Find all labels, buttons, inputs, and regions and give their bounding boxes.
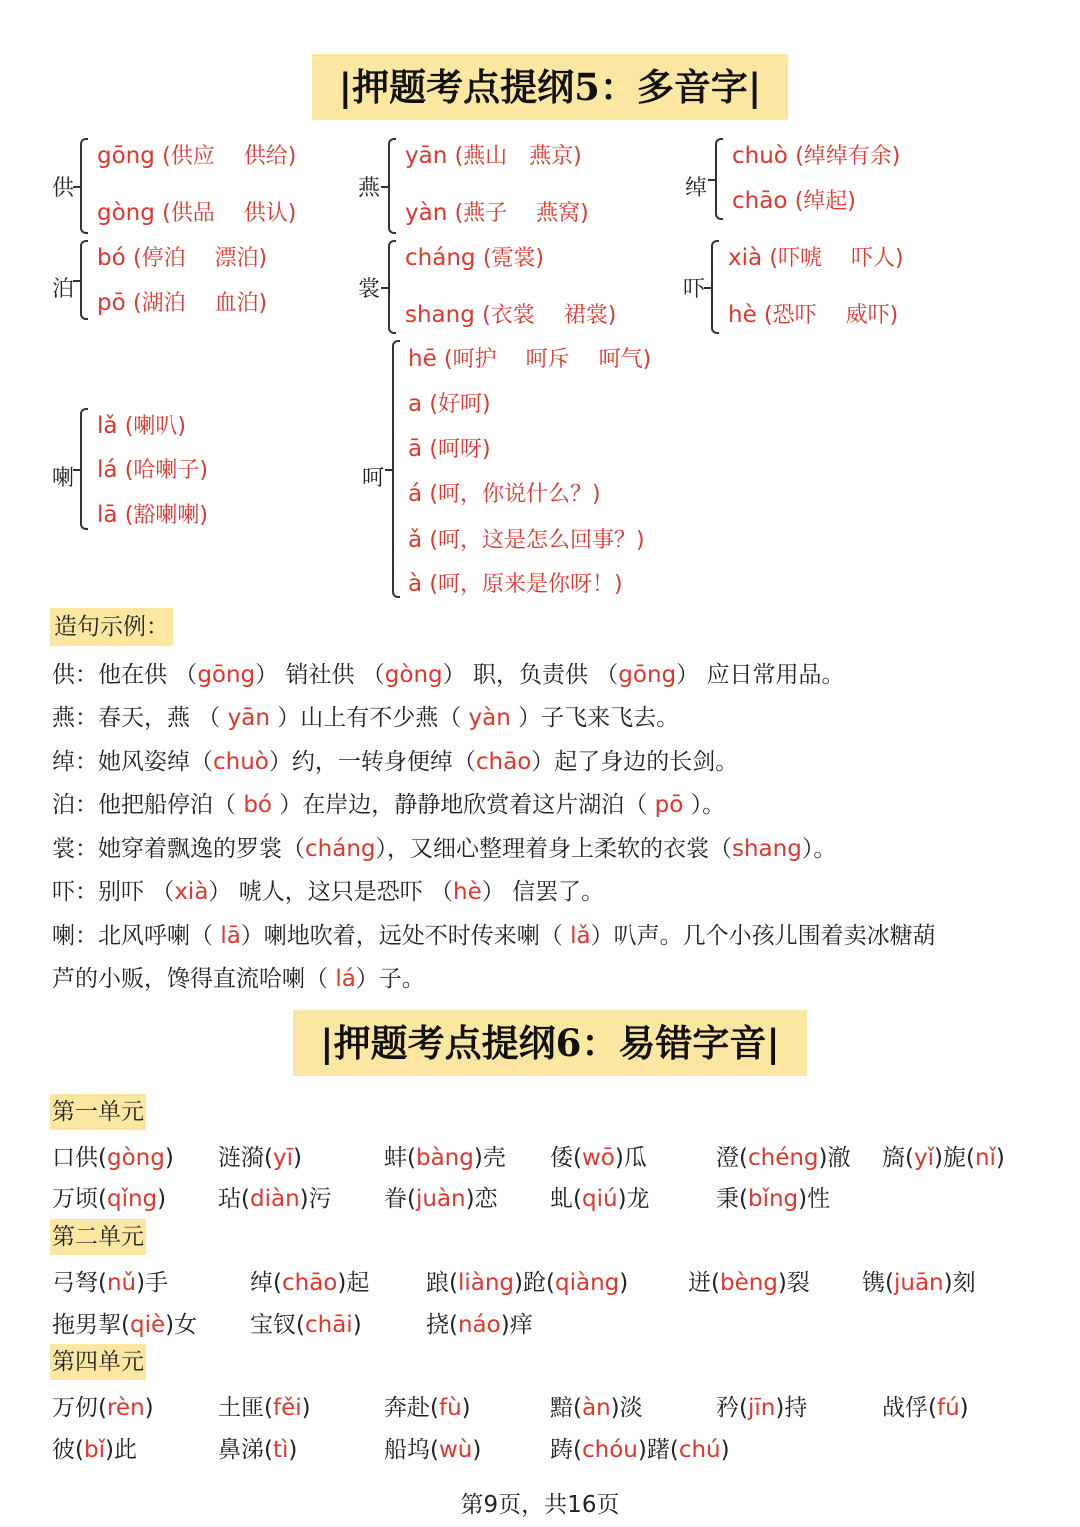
example-sentence bbox=[52, 699, 679, 732]
word-text: )淡 bbox=[610, 1395, 643, 1421]
pinyin: náo bbox=[457, 1312, 501, 1338]
pinyin-answer: xià bbox=[174, 879, 209, 905]
word-text: 奔赴( bbox=[384, 1395, 439, 1421]
polyphone-char: 呵 bbox=[362, 466, 385, 491]
reading-item bbox=[97, 241, 267, 272]
word-item bbox=[426, 1264, 628, 1297]
pinyin: qiàng bbox=[555, 1270, 620, 1296]
reading-item bbox=[405, 196, 589, 227]
polyphone-char: 绰 bbox=[685, 176, 708, 201]
pinyin: juàn bbox=[415, 1186, 466, 1212]
word-text: )旎( bbox=[934, 1145, 975, 1171]
polyphone-char: 裳 bbox=[358, 277, 381, 302]
pinyin: chāi bbox=[304, 1312, 353, 1338]
word-text: )手 bbox=[136, 1270, 169, 1296]
word-text: ) bbox=[293, 1145, 302, 1171]
sentence-text: ）约，一转身便绰（ bbox=[268, 749, 476, 775]
example-sentence bbox=[52, 960, 425, 993]
word-text: 澄( bbox=[716, 1145, 748, 1171]
pinyin: qiè bbox=[129, 1312, 166, 1338]
pinyin-answer: cháng bbox=[305, 836, 376, 862]
example-words: (燕山 燕京) bbox=[454, 144, 582, 169]
sentence-text: 燕：春天，燕 （ bbox=[52, 705, 228, 731]
word-text: 踉( bbox=[426, 1270, 458, 1296]
sentence-text: ）。 bbox=[683, 792, 726, 818]
pinyin-answer: yān bbox=[227, 705, 270, 731]
pinyin: rèn bbox=[106, 1395, 145, 1421]
word-text: )痒 bbox=[500, 1312, 533, 1338]
sentence-text: ）喇地吹着，远处不时传来喇（ bbox=[240, 923, 571, 949]
pinyin: shang bbox=[405, 302, 483, 328]
word-item bbox=[52, 1306, 197, 1339]
example-sentence bbox=[52, 873, 604, 906]
word-text: 迸( bbox=[688, 1270, 720, 1296]
word-item bbox=[218, 1431, 297, 1464]
word-text: )刻 bbox=[943, 1270, 976, 1296]
word-text: )起 bbox=[337, 1270, 370, 1296]
word-text: )瓜 bbox=[614, 1145, 647, 1171]
word-text: 鼻涕( bbox=[218, 1437, 273, 1463]
word-text: ) bbox=[288, 1437, 298, 1463]
pinyin: tì bbox=[272, 1437, 289, 1463]
reading-item bbox=[408, 387, 491, 418]
word-item bbox=[862, 1264, 976, 1297]
pinyin-answer: hè bbox=[453, 879, 482, 905]
word-text: 绰( bbox=[250, 1270, 282, 1296]
pinyin-answer: gòng bbox=[384, 662, 443, 688]
brace-icon bbox=[392, 340, 400, 598]
word-item bbox=[218, 1389, 311, 1422]
word-text: ) bbox=[157, 1186, 167, 1212]
sentence-text: ）子飞来飞去。 bbox=[510, 705, 680, 731]
example-words: (呵呀) bbox=[429, 437, 491, 462]
pinyin: chéng bbox=[747, 1145, 819, 1171]
word-text: 玷( bbox=[218, 1186, 250, 1212]
section5-title: |押题考点提纲5：多音字| bbox=[312, 54, 788, 120]
reading-item bbox=[405, 139, 582, 170]
word-item bbox=[250, 1264, 369, 1297]
pinyin: lá bbox=[97, 457, 125, 483]
pinyin: qǐng bbox=[106, 1186, 158, 1212]
reading-item bbox=[97, 286, 267, 317]
word-item bbox=[550, 1139, 647, 1172]
example-sentence bbox=[52, 830, 836, 863]
example-words: (供品 供认) bbox=[162, 201, 297, 226]
word-item bbox=[688, 1264, 810, 1297]
word-text: ) bbox=[472, 1437, 482, 1463]
pinyin: bèng bbox=[719, 1270, 778, 1296]
word-text: )污 bbox=[299, 1186, 332, 1212]
word-text: 土匪( bbox=[218, 1395, 273, 1421]
word-text: 挠( bbox=[426, 1312, 458, 1338]
polyphone-char: 喇 bbox=[52, 466, 75, 491]
sentence-text: ）叭声。几个小孩儿围着卖冰糖葫 bbox=[590, 923, 936, 949]
sentence-text: ）子。 bbox=[355, 966, 425, 992]
reading-item bbox=[408, 342, 651, 373]
word-text: 矜( bbox=[716, 1395, 748, 1421]
example-sentence bbox=[52, 786, 725, 819]
page-footer: 第9页，共16页 bbox=[460, 1492, 620, 1518]
word-text: ) bbox=[995, 1145, 1005, 1171]
word-text: 拖男挈( bbox=[52, 1312, 130, 1338]
pinyin: bǐ bbox=[83, 1437, 105, 1463]
pinyin: fěi bbox=[272, 1395, 302, 1421]
sentence-text: ） 销社供 （ bbox=[255, 662, 385, 688]
pinyin-answer: chuò bbox=[213, 749, 269, 775]
example-words: (停泊 漂泊) bbox=[132, 246, 268, 271]
word-text: 虬( bbox=[550, 1186, 582, 1212]
pinyin: bó bbox=[97, 245, 133, 271]
reading-item bbox=[97, 409, 186, 440]
example-words: (吓唬 吓人) bbox=[769, 246, 904, 271]
polyphone-char: 燕 bbox=[358, 176, 381, 201]
pinyin: juān bbox=[893, 1270, 944, 1296]
pinyin: á bbox=[408, 481, 430, 507]
reading-item bbox=[732, 139, 900, 170]
pinyin-answer: gōng bbox=[618, 662, 677, 688]
pinyin: yàn bbox=[405, 200, 455, 226]
word-text: )此 bbox=[104, 1437, 137, 1463]
pinyin: qiú bbox=[581, 1186, 618, 1212]
pinyin: wù bbox=[438, 1437, 473, 1463]
pinyin-answer: shang bbox=[732, 836, 802, 862]
word-text: ) bbox=[959, 1395, 969, 1421]
word-item bbox=[52, 1139, 174, 1172]
brace-icon bbox=[388, 240, 396, 334]
word-text: 万仞( bbox=[52, 1395, 107, 1421]
pinyin: liàng bbox=[457, 1270, 515, 1296]
brace-icon bbox=[80, 240, 88, 320]
word-item bbox=[52, 1180, 166, 1213]
pinyin: fú bbox=[936, 1395, 960, 1421]
brace-icon bbox=[715, 138, 723, 220]
sentence-text: ） 应日常用品。 bbox=[676, 662, 845, 688]
pinyin-answer: lā bbox=[220, 923, 241, 949]
sentence-text: 供：他在供 （ bbox=[52, 662, 198, 688]
pinyin-answer: pō bbox=[654, 792, 684, 818]
example-words: (恐吓 威吓) bbox=[764, 303, 899, 328]
pinyin: yǐ bbox=[913, 1145, 934, 1171]
word-item bbox=[52, 1431, 137, 1464]
word-text: 旖( bbox=[882, 1145, 914, 1171]
word-item bbox=[882, 1389, 969, 1422]
pinyin: chāo bbox=[281, 1270, 338, 1296]
pinyin: bàng bbox=[415, 1145, 474, 1171]
pinyin: wō bbox=[581, 1145, 615, 1171]
example-words: (喇叭) bbox=[124, 414, 186, 439]
word-text: 战俘( bbox=[882, 1395, 937, 1421]
word-text: 弓弩( bbox=[52, 1270, 107, 1296]
word-item bbox=[384, 1139, 506, 1172]
unit-heading: 第一单元 bbox=[50, 1094, 146, 1130]
pinyin-answer: lá bbox=[335, 966, 356, 992]
example-words: (豁喇喇) bbox=[124, 503, 208, 528]
reading-item bbox=[732, 184, 856, 215]
word-text: )持 bbox=[775, 1395, 808, 1421]
example-sentence bbox=[52, 656, 844, 689]
reading-item bbox=[97, 139, 296, 170]
word-item bbox=[52, 1389, 154, 1422]
brace-icon bbox=[80, 138, 88, 234]
word-item bbox=[384, 1389, 471, 1422]
example-words: (呵，这是怎么回事？) bbox=[429, 528, 645, 553]
sentence-text: 泊：他把船停泊（ bbox=[52, 792, 244, 818]
word-text: 万顷( bbox=[52, 1186, 107, 1212]
pinyin: gòng bbox=[106, 1145, 165, 1171]
pinyin: àn bbox=[581, 1395, 611, 1421]
word-text: ) bbox=[301, 1395, 311, 1421]
sentence-text: ）起了身边的长剑。 bbox=[531, 749, 739, 775]
pinyin-answer: gōng bbox=[197, 662, 256, 688]
unit-heading: 第二单元 bbox=[50, 1219, 146, 1255]
word-text: 黯( bbox=[550, 1395, 582, 1421]
example-words: (哈喇子) bbox=[124, 458, 208, 483]
word-text: 倭( bbox=[550, 1145, 582, 1171]
unit-heading: 第四单元 bbox=[50, 1344, 146, 1380]
word-item bbox=[250, 1306, 362, 1339]
example-words: (湖泊 血泊) bbox=[132, 291, 268, 316]
word-text: 船坞( bbox=[384, 1437, 439, 1463]
word-item bbox=[550, 1180, 650, 1213]
pinyin: yān bbox=[405, 143, 455, 169]
reading-item bbox=[408, 432, 491, 463]
pinyin-answer: lǎ bbox=[570, 923, 591, 949]
pinyin: pō bbox=[97, 290, 133, 316]
brace-icon bbox=[711, 240, 719, 334]
example-words: (供应 供给) bbox=[162, 144, 297, 169]
word-text: )跄( bbox=[514, 1270, 555, 1296]
word-item bbox=[52, 1264, 168, 1297]
sentence-text: ） 信罢了。 bbox=[481, 879, 605, 905]
word-text: ) bbox=[720, 1437, 730, 1463]
pinyin: nǐ bbox=[974, 1145, 996, 1171]
pinyin: bǐng bbox=[747, 1186, 799, 1212]
pinyin: chāo bbox=[732, 188, 795, 214]
pinyin: nǔ bbox=[106, 1270, 137, 1296]
word-text: 秉( bbox=[716, 1186, 748, 1212]
word-text: )恋 bbox=[465, 1186, 498, 1212]
word-item bbox=[550, 1389, 643, 1422]
pinyin: ā bbox=[408, 436, 430, 462]
pinyin: chú bbox=[678, 1437, 721, 1463]
pinyin: jīn bbox=[747, 1395, 776, 1421]
example-words: (衣裳 裙裳) bbox=[482, 303, 617, 328]
pinyin: gòng bbox=[97, 200, 163, 226]
pinyin: xià bbox=[728, 245, 770, 271]
word-text: ) bbox=[144, 1395, 154, 1421]
sentence-text: 芦的小贩，馋得直流哈喇（ bbox=[52, 966, 336, 992]
pinyin: fù bbox=[438, 1395, 462, 1421]
word-item bbox=[218, 1180, 332, 1213]
word-text: ) bbox=[164, 1145, 174, 1171]
reading-item bbox=[408, 523, 645, 554]
example-words: (好呵) bbox=[429, 392, 491, 417]
reading-item bbox=[97, 498, 208, 529]
word-text: 彼( bbox=[52, 1437, 84, 1463]
pinyin: hē bbox=[408, 346, 445, 372]
example-words: (呵，原来是你呀！) bbox=[429, 572, 623, 597]
word-item bbox=[426, 1306, 533, 1339]
word-text: ) bbox=[352, 1312, 362, 1338]
pinyin: ǎ bbox=[408, 527, 430, 553]
word-item bbox=[716, 1139, 851, 1172]
reading-item bbox=[97, 196, 296, 227]
pinyin: chóu bbox=[581, 1437, 638, 1463]
brace-icon bbox=[388, 138, 396, 234]
reading-item bbox=[728, 298, 898, 329]
example-sentence bbox=[52, 743, 738, 776]
word-text: )裂 bbox=[777, 1270, 810, 1296]
sentence-text: ），又细心整理着身上柔软的衣裳（ bbox=[375, 836, 732, 862]
sentence-text: 喇：北风呼喇（ bbox=[52, 923, 221, 949]
reading-item bbox=[728, 241, 904, 272]
word-text: 口供( bbox=[52, 1145, 107, 1171]
word-item bbox=[716, 1389, 807, 1422]
pinyin-answer: bó bbox=[243, 792, 272, 818]
word-text: 宝钗( bbox=[250, 1312, 305, 1338]
reading-item bbox=[405, 241, 544, 272]
word-text: 眷( bbox=[384, 1186, 416, 1212]
example-words: (绰起) bbox=[794, 189, 856, 214]
example-heading: 造句示例： bbox=[50, 608, 173, 646]
pinyin: lǎ bbox=[97, 413, 125, 439]
word-item bbox=[716, 1180, 830, 1213]
sentence-text: ）。 bbox=[801, 836, 837, 862]
word-item bbox=[384, 1431, 481, 1464]
polyphone-char: 泊 bbox=[52, 277, 75, 302]
pinyin: cháng bbox=[405, 245, 483, 271]
word-item bbox=[218, 1139, 302, 1172]
sentence-text: ）在岸边，静静地欣赏着这片湖泊（ bbox=[271, 792, 655, 818]
word-item bbox=[882, 1139, 1005, 1172]
example-words: (燕子 燕窝) bbox=[454, 201, 589, 226]
pinyin: hè bbox=[728, 302, 765, 328]
pinyin-answer: yàn bbox=[468, 705, 511, 731]
reading-item bbox=[408, 477, 601, 508]
word-text: 蚌( bbox=[384, 1145, 416, 1171]
pinyin-answer: chāo bbox=[475, 749, 532, 775]
word-item bbox=[550, 1431, 730, 1464]
word-text: ) bbox=[619, 1270, 629, 1296]
sentence-text: 绰：她风姿绰（ bbox=[52, 749, 213, 775]
sentence-text: 吓：别吓 （ bbox=[52, 879, 175, 905]
example-words: (呵，你说什么？) bbox=[429, 482, 601, 507]
word-text: 涟漪( bbox=[218, 1145, 273, 1171]
pinyin: chuò bbox=[732, 143, 796, 169]
polyphone-char: 吓 bbox=[683, 277, 706, 302]
section6-title: |押题考点提纲6：易错字音| bbox=[293, 1010, 807, 1076]
word-text: )龙 bbox=[617, 1186, 650, 1212]
sentence-text: ） 职，负责供 （ bbox=[442, 662, 619, 688]
word-text: ) bbox=[461, 1395, 471, 1421]
sentence-text: ）山上有不少燕（ bbox=[269, 705, 469, 731]
example-words: (呵护 呵斥 呵气) bbox=[444, 347, 652, 372]
pinyin: yī bbox=[272, 1145, 293, 1171]
sentence-text: 裳：她穿着飘逸的罗裳（ bbox=[52, 836, 305, 862]
pinyin: lā bbox=[97, 502, 125, 528]
example-words: (绰绰有余) bbox=[795, 144, 901, 169]
reading-item bbox=[97, 453, 208, 484]
word-text: 镌( bbox=[862, 1270, 894, 1296]
pinyin: diàn bbox=[249, 1186, 300, 1212]
pinyin: a bbox=[408, 391, 430, 417]
pinyin: gōng bbox=[97, 143, 163, 169]
word-text: )性 bbox=[798, 1186, 831, 1212]
reading-item bbox=[408, 567, 623, 598]
word-text: )澈 bbox=[818, 1145, 851, 1171]
example-sentence bbox=[52, 917, 936, 950]
sentence-text: ） 唬人，这只是恐吓 （ bbox=[208, 879, 454, 905]
word-text: )女 bbox=[165, 1312, 198, 1338]
polyphone-char: 供 bbox=[52, 176, 75, 201]
word-item bbox=[384, 1180, 498, 1213]
example-words: (霓裳) bbox=[482, 246, 544, 271]
word-text: )躇( bbox=[637, 1437, 679, 1463]
brace-icon bbox=[80, 408, 88, 530]
word-text: )壳 bbox=[473, 1145, 506, 1171]
reading-item bbox=[405, 298, 616, 329]
word-text: 踌( bbox=[550, 1437, 582, 1463]
pinyin: à bbox=[408, 571, 430, 597]
